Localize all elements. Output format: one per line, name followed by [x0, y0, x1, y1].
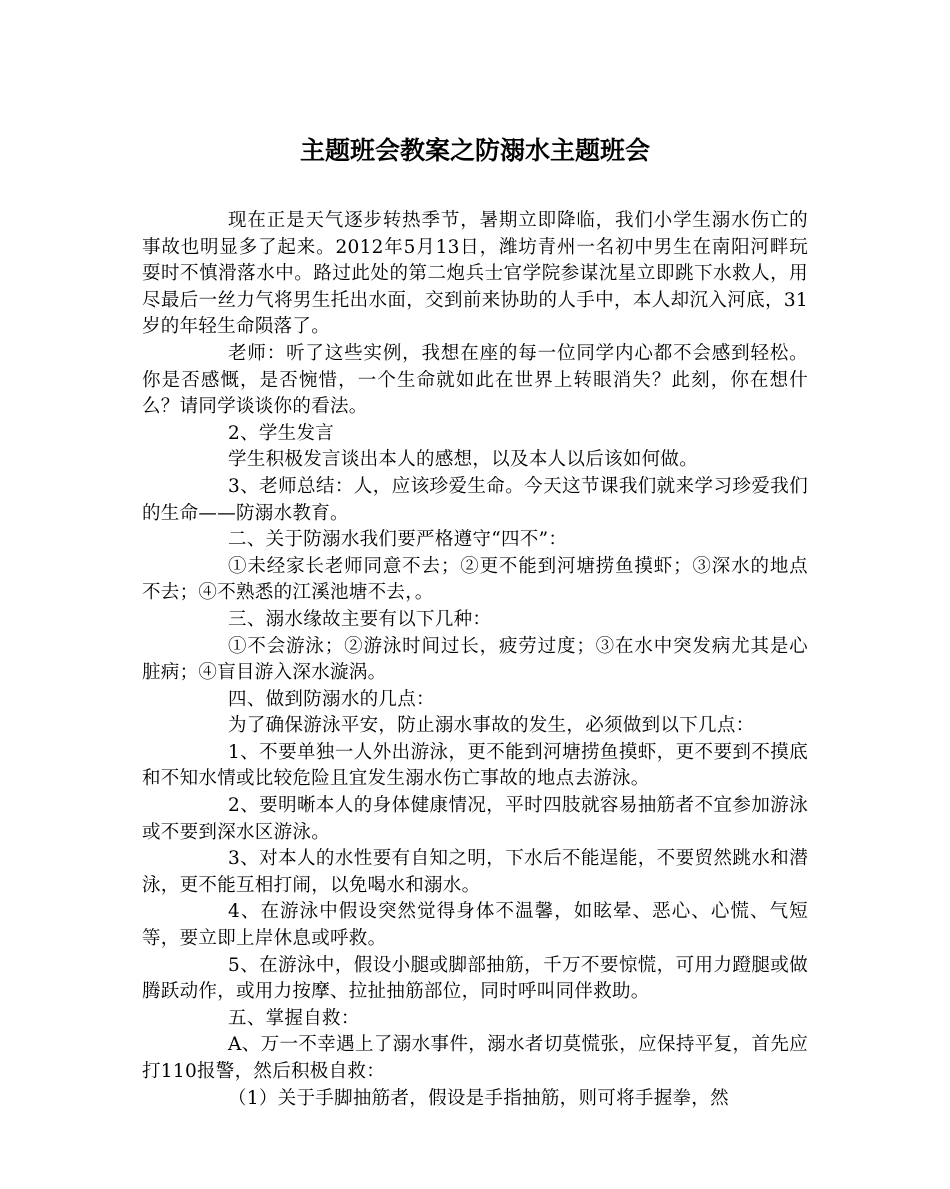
list-item-prevention-1: 1、不要单独一人外出游泳，更不能到河塘捞鱼摸虾，更不要到不摸底和不知水情或比较危险且宜发生溺水伤亡事故的地点去游泳。 — [142, 741, 808, 790]
document-body — [142, 208, 808, 1112]
paragraph-intro: 现在正是天气逐步转热季节，暑期立即降临，我们小学生溺水伤亡的事故也明显多了起来。2012年5月13日，潍坊青州一名初中男生在南阳河畔玩耍时不慎滑落水中。路过此处的第二炮兵士官学院参谋沈星立即跳下水救人，用尽最后一丝力气将男生托出水面，交到前来协助的人手中，本人却沉入河底，31岁的年轻生命陨落了。 — [142, 210, 808, 338]
list-item-prevention-2: 2、要明晰本人的身体健康情况，平时四肢就容易抽筋者不宜参加游泳或不要到深水区游泳。 — [142, 795, 808, 843]
paragraph-four-nots: ①未经家长老师同意不去；②更不能到河塘捞鱼摸虾；③深水的地点不去；④不熟悉的江溪池塘不去，。 — [142, 555, 808, 604]
section-heading-four-nots: 二、关于防溺水我们要严格遵守“四不”： — [228, 529, 568, 551]
section-heading-causes: 三、溺水缘故主要有以下几种： — [228, 608, 492, 630]
section-heading-self-rescue: 五、掌握自救： — [228, 1007, 360, 1029]
document-title: 主题班会教案之防溺水主题班会 — [299, 136, 650, 165]
paragraph-student-speech-heading: 2、学生发言 — [228, 422, 335, 444]
paragraph-teacher-summary: 3、老师总结：人，应该珍爱生命。今天这节课我们就来学习珍爱我们的生命——防溺水教育。 — [142, 475, 808, 524]
paragraph-causes: ①不会游泳；②游泳时间过长，疲劳过度；③在水中突发病尤其是心脏病；④盲目游入深水漩涡。 — [142, 635, 808, 684]
list-item-prevention-4: 4、在游泳中假设突然觉得身体不温馨，如眩晕、恶心、心慌、气短等，要立即上岸休息或呼救。 — [142, 901, 808, 950]
list-item-prevention-3: 3、对本人的水性要有自知之明，下水后不能逞能，不要贸然跳水和潜泳，更不能互相打闹，以免喝水和溺水。 — [142, 848, 808, 896]
paragraph-student-speech: 学生积极发言谈出本人的感想，以及本人以后该如何做。 — [228, 449, 699, 471]
list-item-prevention-5: 5、在游泳中，假设小腿或脚部抽筋，千万不要惊慌，可用力蹬腿或做腾跃动作，或用力按摩、拉扯抽筋部位，同时呼叫同伴救助。 — [142, 954, 808, 1003]
paragraph-teacher-remarks: 老师：听了这些实例，我想在座的每一位同学内心都不会感到轻松。你是否感慨，是否惋惜，一个生命就如此在世界上转眼消失？此刻，你在想什么？请同学谈谈你的看法。 — [142, 342, 808, 418]
paragraph-self-rescue-a: A、万一不幸遇上了溺水事件，溺水者切莫慌张，应保持平复，首先应打110报警，然后积极自救： — [142, 1034, 808, 1082]
paragraph-self-rescue-cramp: （1）关于手脚抽筋者，假设是手指抽筋，则可将手握拳，然 — [228, 1087, 729, 1109]
section-heading-prevention: 四、做到防溺水的几点： — [228, 688, 435, 710]
paragraph-prevention-intro: 为了确保游泳平安，防止溺水事故的发生，必须做到以下几点： — [228, 715, 755, 737]
